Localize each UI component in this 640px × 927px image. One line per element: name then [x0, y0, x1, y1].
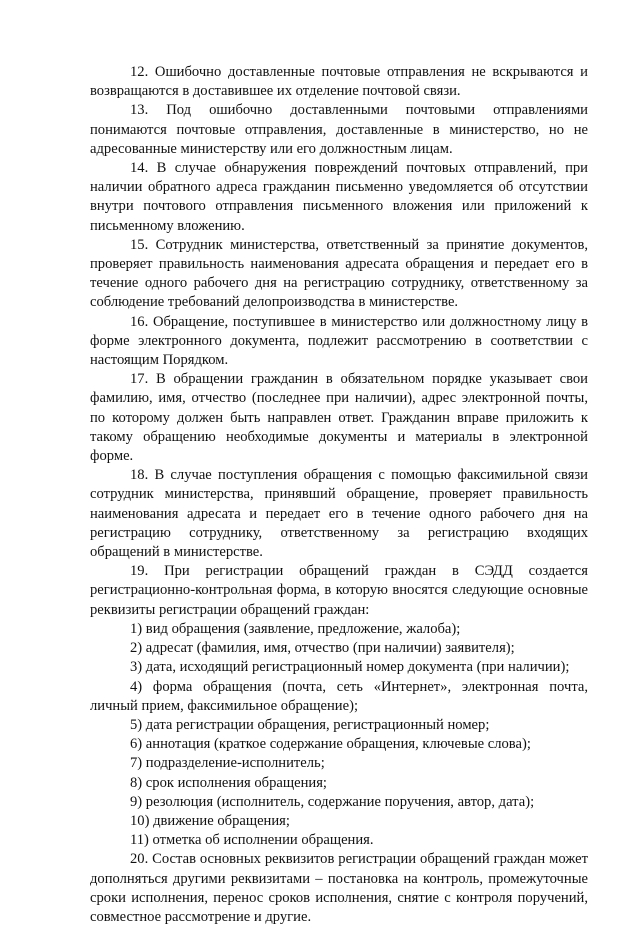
paragraph-19: 19. При регистрации обращений граждан в СЭДД создается регистрационно-контрольная форма, в которую вносятся следующие основные реквизиты регистрации обращений граждан:: [90, 563, 588, 618]
paragraph-13: 13. Под ошибочно доставленными почтовыми отправлениями понимаются почтовые отправления, доставленные в министерство, но не адресованные министерству или его должностным лицам.: [90, 102, 588, 157]
list-item: 11) отметка об исполнении обращения.: [130, 832, 374, 849]
paragraph-15: 15. Сотрудник министерства, ответственный за принятие документов, проверяет правильность наименования адресата обращения и передает его в течение одного рабочего дня на регистрацию сотруднику, ответственному за соблюдение требований делопроизводства в министерстве.: [90, 236, 588, 311]
paragraph-20: 20. Состав основных реквизитов регистрации обращений граждан может дополняться другими реквизитами – постановка на контроль, промежуточные сроки исполнения, перенос сроков исполнения, снятие с контроля поручений, совместное рассмотрение и другие.: [90, 851, 588, 925]
list-item: 1) вид обращения (заявление, предложение, жалоба);: [130, 620, 461, 637]
list-item: 6) аннотация (краткое содержание обращения, ключевые слова);: [130, 736, 531, 753]
document-body: [90, 63, 588, 927]
paragraph-17: 17. В обращении гражданин в обязательном порядке указывает свои фамилию, имя, отчество (последнее при наличии), адрес электронной почты, по которому должен быть направлен ответ. Гражданин вправе приложить к такому обращению необходимые документы и материалы в электронной форме.: [90, 371, 588, 465]
paragraph-14: 14. В случае обнаружения повреждений почтовых отправлений, при наличии обратного адреса гражданин письменно уведомляется об отсутствии внутри почтового отправления письменного вложения или приложений к письменному вложению.: [90, 160, 588, 234]
paragraph-16: 16. Обращение, поступившее в министерство или должностному лицу в форме электронного документа, подлежит рассмотрению в соответствии с настоящим Порядком.: [90, 313, 588, 369]
list-item: 10) движение обращения;: [130, 812, 290, 829]
list-item: 4) форма обращения (почта, сеть «Интернет», электронная почта, личный прием, факсимильное обращение);: [90, 678, 588, 714]
list-item: 8) срок исполнения обращения;: [130, 774, 327, 791]
paragraph-18: 18. В случае поступления обращения с помощью факсимильной связи сотрудник министерства, принявший обращение, проверяет правильность наименования адресата и передает его в течение одного рабочего дня на регистрацию сотруднику, ответственному за регистрацию входящих обращений в министерстве.: [90, 467, 588, 561]
list-item: 3) дата, исходящий регистрационный номер документа (при наличии);: [130, 659, 570, 676]
list-item: 2) адресат (фамилия, имя, отчество (при наличии) заявителя);: [130, 640, 515, 657]
list-item: 5) дата регистрации обращения, регистрационный номер;: [130, 716, 490, 733]
list-item: 9) резолюция (исполнитель, содержание поручения, автор, дата);: [130, 793, 535, 810]
paragraph-12: 12. Ошибочно доставленные почтовые отправления не вскрываются и возвращаются в доставившее их отделение почтовой связи.: [90, 64, 588, 100]
list-item: 7) подразделение-исполнитель;: [130, 755, 325, 772]
